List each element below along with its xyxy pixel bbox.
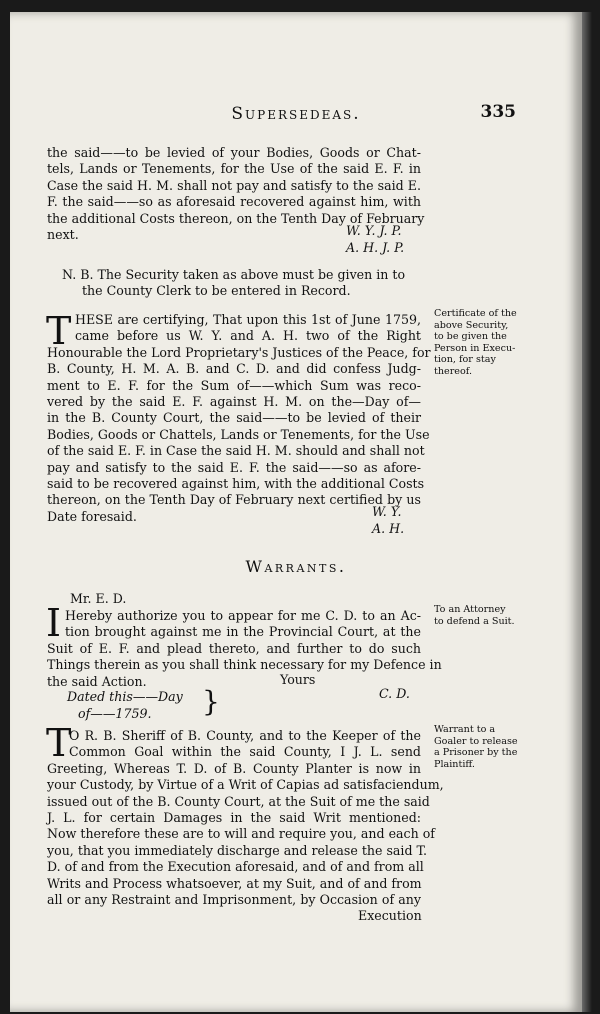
drop-cap: I bbox=[46, 601, 62, 645]
catchword: Execution bbox=[358, 908, 422, 923]
margin-line: to defend a Suit. bbox=[434, 615, 515, 627]
page-number: 335 bbox=[480, 102, 516, 122]
margin-line: thereof. bbox=[434, 365, 473, 377]
text-line: Common Goal within the said County, I J. L. send bbox=[69, 744, 421, 760]
signature: A. H. bbox=[372, 521, 405, 536]
margin-line: Person in Execu- bbox=[434, 342, 516, 354]
text-line: you, that you immediately discharge and release the said T. bbox=[47, 842, 428, 858]
text-line: Honourable the Lord Proprietary's Justices of the Peace, for bbox=[47, 344, 431, 360]
text-line: all or any Restraint and Imprisonment, by Occasion of any bbox=[47, 891, 421, 907]
margin-line: tion, for stay bbox=[434, 354, 496, 366]
page-edge bbox=[582, 12, 592, 1012]
margin-line: Certificate of the bbox=[434, 308, 517, 319]
brace: } bbox=[202, 685, 220, 718]
text-line: the said Action. bbox=[47, 673, 147, 689]
closing: Yours bbox=[280, 672, 316, 687]
nb-note bbox=[62, 267, 420, 300]
text-line: pay and satisfy to the said E. F. the said——so as afore- bbox=[47, 459, 421, 475]
signature: A. H. J. P. bbox=[346, 240, 405, 255]
text-line: O R. B. Sheriff of B. County, and to the Keeper of the bbox=[69, 728, 421, 743]
text-line: ment to E. F. for the Sum of——which Sum was reco- bbox=[47, 377, 421, 393]
text-line: came before us W. Y. and A. H. two of the Right bbox=[75, 328, 421, 344]
text-line: HESE are certifying, That upon this 1st of June 1759, bbox=[75, 312, 421, 327]
text-line: the County Clerk to be entered in Record. bbox=[82, 283, 351, 299]
margin-line: To an Attorney bbox=[434, 604, 506, 615]
text-line: the additional Costs thereon, on the Tenth Day of February bbox=[47, 210, 425, 226]
signature: W. Y. J. P. bbox=[346, 223, 402, 238]
margin-line: Plaintiff. bbox=[434, 758, 475, 770]
signature: W. Y. bbox=[372, 504, 402, 519]
margin-note-certificate bbox=[434, 308, 552, 378]
salutation: Mr. E. D. bbox=[70, 591, 127, 606]
text-line: Writs and Process whatsoever, at my Suit, and of and from bbox=[47, 875, 422, 891]
drop-cap: T bbox=[46, 721, 72, 765]
text-line: said to be recovered against him, with the additional Costs bbox=[47, 475, 425, 491]
text-line: your Custody, by Virtue of a Writ of Capias ad satisfaciendum, bbox=[47, 777, 444, 793]
text-line: Hereby authorize you to appear for me C. D. to an Ac- bbox=[65, 608, 421, 623]
margin-line: Warrant to a bbox=[434, 724, 496, 735]
text-line: vered by the said E. F. against H. M. on the—Day of— bbox=[47, 393, 421, 409]
certificate-text bbox=[46, 309, 431, 525]
text-line: tels, Lands or Tenements, for the Use of the said E. F. in bbox=[47, 161, 421, 177]
margin-note-gaoler bbox=[434, 724, 552, 770]
text-line: Things therein as you shall think necessary for my Defence in bbox=[47, 657, 442, 673]
text-line: thereon, on the Tenth Day of February next certified by us bbox=[47, 492, 421, 508]
section-title: Warrants. bbox=[245, 557, 347, 576]
text-line: B. County, H. M. A. B. and C. D. and did confess Judg- bbox=[47, 361, 421, 377]
dated-line: Dated this——Day bbox=[67, 689, 183, 704]
text-line: tion brought against me in the Provincial Court, at the bbox=[65, 624, 421, 640]
text-line: Date foresaid. bbox=[47, 508, 137, 524]
text-line: of the said E. F. in Case the said H. M. should and shall not bbox=[47, 443, 425, 459]
dated-line: of——1759. bbox=[78, 706, 152, 721]
margin-note-attorney bbox=[434, 604, 552, 627]
text-line: Bodies, Goods or Chattels, Lands or Tenements, for the Use bbox=[47, 426, 430, 442]
text-line: J. L. for certain Damages in the said Writ mentioned: bbox=[47, 809, 421, 825]
text-line: the said——to be levied of your Bodies, Goods or Chat- bbox=[47, 145, 421, 160]
text-line: in the B. County Court, the said——to be levied of their bbox=[47, 410, 421, 426]
margin-line: to be given the bbox=[434, 331, 507, 343]
book-page bbox=[10, 12, 582, 1012]
signature: C. D. bbox=[379, 686, 410, 701]
text-line: N. B. The Security taken as above must be given in to bbox=[62, 267, 406, 282]
margin-line: above Security, bbox=[434, 319, 509, 331]
text-line: D. of and from the Execution aforesaid, and of and from all bbox=[47, 859, 424, 875]
text-line: Greeting, Whereas T. D. of B. County Planter is now in bbox=[47, 760, 421, 776]
margin-line: a Prisoner by the bbox=[434, 747, 518, 759]
running-header: Supersedeas. bbox=[231, 104, 361, 124]
drop-cap: T bbox=[46, 309, 72, 353]
margin-line: Goaler to release bbox=[434, 735, 518, 747]
text-line: next. bbox=[47, 226, 79, 242]
text-line: F. the said——so as aforesaid recovered against him, with bbox=[47, 194, 421, 210]
text-line: Case the said H. M. shall not pay and satisfy to the said E. bbox=[47, 177, 421, 193]
text-line: Now therefore these are to will and require you, and each of bbox=[47, 826, 435, 842]
text-line: issued out of the B. County Court, at the Suit of me the said bbox=[47, 793, 430, 809]
attorney-warrant-text bbox=[47, 608, 442, 690]
text-line: Suit of E. F. and plead thereto, and further to do such bbox=[47, 640, 421, 656]
gaoler-warrant-text bbox=[47, 728, 444, 908]
